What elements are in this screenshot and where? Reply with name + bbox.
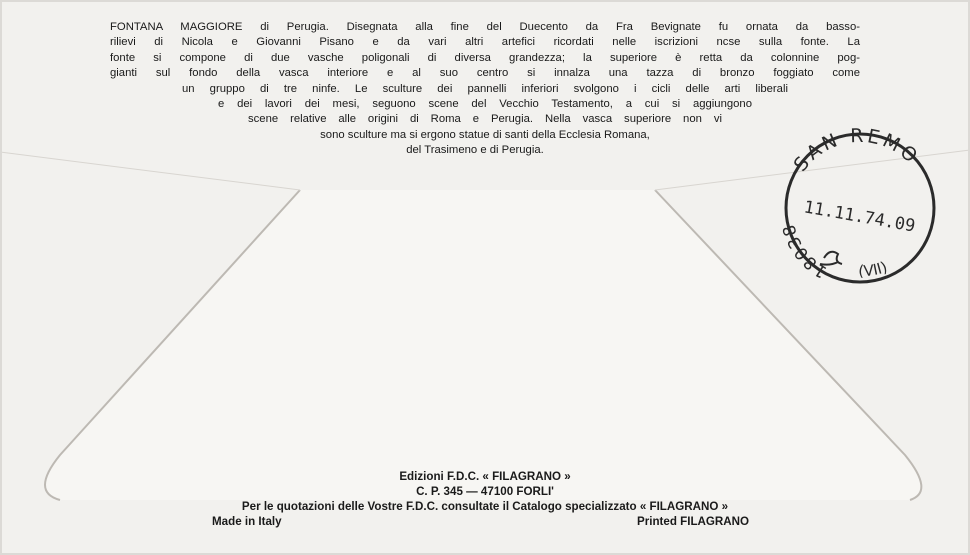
description-line: e dei lavori dei mesi, seguono scene del Vecchio Testamento, a cui si aggiungono [218,98,752,111]
catalog-note: Per le quotazioni delle Vostre F.D.C. consultate il Catalogo specializzato « FILAGRANO » [241,500,729,513]
postmark-city: SAN REMO [789,124,924,176]
description-line: sono sculture ma si ergono statue di santi della Ecclesia Romana, [320,128,650,141]
fountain-description [110,20,860,159]
description-line: del Trasimeno e di Perugia. [406,144,544,157]
printed-by: Printed FILAGRANO [637,515,750,528]
description-line: fonte si compone di due vasche poligonali di diversa grandezza; la superiore è retta da colonnine pog- [110,51,860,64]
publisher-line: Edizioni F.D.C. « FILAGRANO » [399,470,571,483]
postmark-date: 11.11.74.09 [802,197,917,237]
description-line: un gruppo di tre ninfe. Le sculture dei pannelli inferiori svolgono i cicli delle arti liberali [182,82,788,95]
description-line: scene relative alle origini di Roma e Perugia. Nella vasca superiore non vi [248,113,722,126]
postmark-office: (VII) [857,257,890,281]
description-line: gianti sul fondo della vasca interiore e al suo centro si innalza una tazza di bronzo foggiato come [110,67,860,80]
description-line: rilievi di Nicola e Giovanni Pisano e da vari altri artefici ricordati nelle iscrizioni ncse sulla fonte. La [110,36,860,49]
made-in-italy: Made in Italy [212,515,282,528]
postmark-postcode: 18038 [779,221,831,282]
postmark-stamp [770,118,950,298]
address-line: C. P. 345 — 47100 FORLI' [416,485,554,498]
description-line: FONTANA MAGGIORE di Perugia. Disegnata alla fine del Duecento da Fra Bevignate fu ornata da basso- [110,21,860,33]
